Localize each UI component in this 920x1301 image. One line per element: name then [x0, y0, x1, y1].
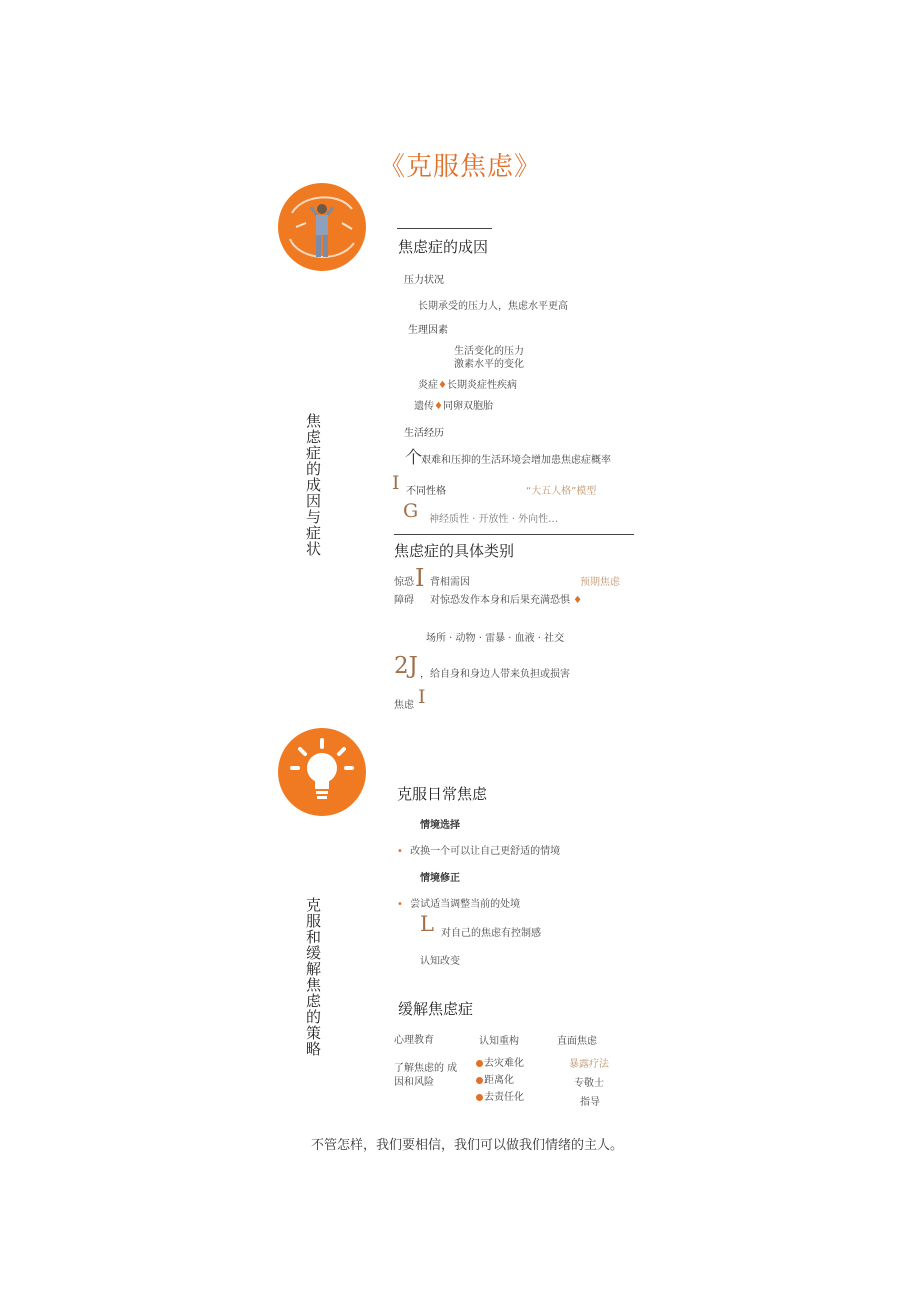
face-anxiety-item: 指导 [580, 1097, 600, 1108]
types-heading: 焦虑症的具体类别 [394, 542, 515, 560]
panic-label-b: 障碍 [394, 595, 414, 606]
causes-heading: 焦虑症的成因 [398, 238, 489, 256]
genetic-text: 同卵双胞胎 [442, 401, 493, 412]
situation-selection-row [397, 842, 560, 857]
types-line1: 背相需因 [430, 577, 470, 588]
relief-heading: 缓解焦虑症 [398, 1000, 474, 1018]
situation-selection-text: 改换一个可以让自己更舒适的情境 [410, 846, 561, 857]
cut-row [403, 500, 643, 525]
lightbulb-icon [278, 728, 366, 816]
face-anxiety-title: 直面焦虑 [557, 1036, 597, 1047]
bullet-icon [476, 1094, 483, 1101]
restructuring-item-text: 距离化 [484, 1075, 514, 1086]
restructuring-item-text: 去责任化 [484, 1092, 524, 1103]
types-line2-text: 对惊恐发作本身和后果充满恐惧 [430, 595, 570, 606]
control-text: 对自己的焦虑有控制感 [441, 928, 541, 939]
closing-statement: 不管怎样，我们要相信，我们可以做我们情绪的主人。 [311, 1138, 624, 1153]
cognitive-change: 认知改变 [420, 956, 460, 967]
diamond-icon: ♦ [570, 595, 583, 606]
physio-label: 生理因素 [408, 325, 448, 336]
inflammation-text: 长期炎症性疾病 [446, 380, 517, 391]
psychoeducation-line2: 因和风险 [394, 1077, 434, 1088]
face-anxiety-item: 专敬士 [574, 1078, 604, 1089]
types-mark-2: 2J [394, 653, 418, 679]
pressure-label: 压力状况 [404, 275, 444, 286]
situation-modification-label: 情境修正 [420, 873, 460, 884]
bullet-icon [476, 1077, 483, 1084]
life-text: 艰难和压抑的生活环境会增加患焦虑症概率 [421, 455, 611, 466]
personality-mark-2: G [403, 500, 419, 522]
life-label: 生活经历 [404, 428, 444, 439]
restructuring-item [476, 1071, 514, 1086]
cognitive-restructuring-title: 认知重构 [479, 1036, 519, 1047]
genetic-label: 遗传 [414, 401, 434, 412]
restructuring-item-text: 去灾难化 [484, 1058, 524, 1069]
anxiety-label: 焦虑 [394, 700, 414, 711]
types-line2 [430, 591, 582, 606]
page-title: 《克服焦虑》 [378, 152, 541, 182]
anticipatory-anxiety: 预期焦虑 [580, 577, 620, 588]
anxiety-mark: I [418, 686, 426, 708]
personality-cut-text: 神经质性 · 开放性 · 外向性… [429, 514, 559, 525]
big-five-model: “大五人格”模型 [526, 486, 597, 497]
diamond-icon: ♦ [438, 380, 447, 391]
diamond-icon: ♦ [434, 401, 443, 412]
physio-line2: 激素水平的变化 [454, 359, 524, 370]
personality-mark: I [392, 472, 400, 494]
genetic-row [414, 397, 493, 412]
bullet-icon [476, 1060, 483, 1067]
section1-vertical-label: 焦虑症的成因与症状 [304, 413, 322, 557]
types-mark: I [415, 564, 425, 592]
section2-vertical-label: 克服和缓解焦虑的策略 [304, 897, 322, 1057]
phobia-types: 场所 · 动物 · 雷暴 · 血液 · 社交 [426, 633, 565, 644]
situation-modification-text: 尝试适当调整当前的处境 [410, 899, 521, 910]
life-mark: 个 [405, 448, 422, 468]
psychoeducation-line1: 了解焦虑的 成 [394, 1063, 458, 1074]
situation-selection-label: 情境选择 [420, 820, 460, 831]
divider [394, 534, 634, 535]
daily-mark: L [420, 912, 434, 936]
bullet-icon: • [397, 846, 403, 857]
bullet-icon: • [397, 899, 403, 910]
general-anxiety-text: ，给自身和身边人带来负担或损害 [420, 669, 570, 680]
restructuring-item [476, 1054, 524, 1069]
stressed-person-icon [278, 183, 366, 271]
face-anxiety-item: 暴露疗法 [569, 1059, 609, 1070]
panic-label-a: 惊恐 [394, 577, 414, 588]
inflammation-row [418, 376, 517, 391]
psychoeducation-title: 心理教育 [394, 1035, 434, 1046]
pressure-text: 长期承受的压力人，焦虑水平更高 [418, 301, 568, 312]
restructuring-item [476, 1088, 524, 1103]
personality-label: 不同性格 [406, 486, 446, 497]
situation-modification-row [397, 895, 520, 910]
inflammation-label: 炎症 [418, 380, 438, 391]
physio-line1: 生活变化的压力 [454, 346, 524, 357]
daily-heading: 克服日常焦虑 [397, 785, 488, 803]
divider [397, 228, 492, 229]
